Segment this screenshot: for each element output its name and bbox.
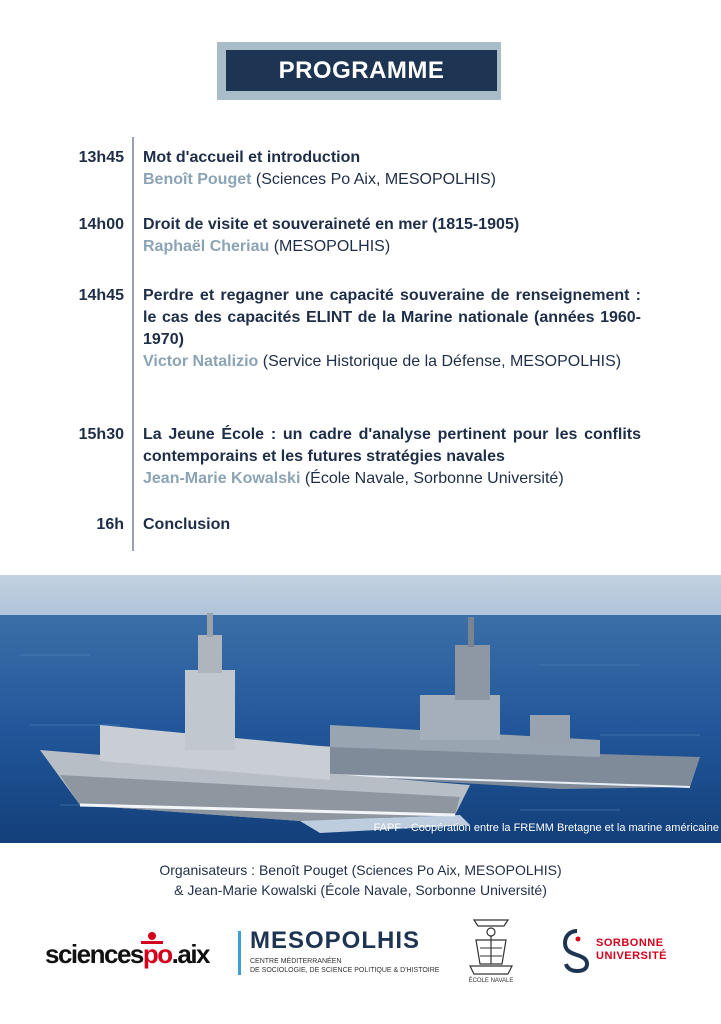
programme-title: Conclusion — [143, 516, 231, 533]
ecole-navale-logo — [462, 918, 520, 988]
mesopolhis-logo — [238, 927, 440, 979]
logo-text: po — [142, 939, 172, 969]
ships-illustration — [0, 575, 721, 843]
sciencespo-aix-logo — [45, 933, 210, 975]
ships-photo — [0, 575, 721, 843]
logo-text: SORBONNE — [596, 937, 664, 949]
speaker-affiliation: (Service Historique de la Défense, MESOPOLHIS) — [258, 353, 622, 370]
speaker-name: Benoît Pouget — [143, 171, 252, 188]
programme-content — [143, 147, 641, 191]
programme-speaker — [143, 468, 641, 490]
programme-content — [143, 514, 641, 536]
ecole-navale-crest-icon — [462, 918, 520, 976]
programme-content — [143, 285, 641, 373]
programme-title: La Jeune École : un cadre d'analyse pertinent pour les conflits contemporains et les futures stratégies navales — [143, 426, 641, 465]
photo-caption: FAPF - Coopération entre la FREMM Bretagne et la marine américaine — [373, 822, 719, 834]
sky — [0, 575, 721, 617]
programme-content — [143, 214, 641, 258]
sorbonne-universite-logo — [563, 927, 673, 977]
programme-time: 14h45 — [78, 287, 124, 304]
speaker-affiliation: (École Navale, Sorbonne Université) — [300, 470, 564, 487]
programme-speaker — [143, 169, 641, 191]
logo-text: CENTRE MÉDITERRANÉEN — [250, 958, 342, 965]
programme-title: Droit de visite et souveraineté en mer (1815-1905) — [143, 216, 520, 233]
sorbonne-emblem-icon — [563, 929, 591, 973]
programme-speaker — [143, 236, 641, 258]
speaker-affiliation: (MESOPOLHIS) — [269, 238, 391, 255]
programme-time: 14h00 — [78, 216, 124, 233]
programme-title: Perdre et regagner une capacité souveraine de renseignement : le cas des capacités ELINT de la Marine nationale (années 1960-1970) — [143, 287, 641, 348]
logo-text: sciences — [45, 939, 143, 969]
programme-time: 15h30 — [78, 426, 124, 443]
logo-text: .aix — [171, 939, 210, 969]
speaker-affiliation: (Sciences Po Aix, MESOPOLHIS) — [251, 171, 496, 188]
timeline-divider — [132, 137, 134, 551]
programme-title: Mot d'accueil et introduction — [143, 149, 361, 166]
logo-text: MESOPOLHIS — [250, 927, 421, 954]
speaker-name: Victor Natalizio — [143, 353, 259, 370]
organisers-line: & Jean-Marie Kowalski (École Navale, Sorbonne Université) — [174, 882, 547, 898]
organisers — [0, 860, 721, 900]
logo-bar — [238, 931, 241, 975]
organisers-line: Organisateurs : Benoît Pouget (Sciences Po Aix, MESOPOLHIS) — [159, 862, 562, 878]
speaker-name: Raphaël Cheriau — [143, 238, 270, 255]
page-title: PROGRAMME — [226, 50, 497, 91]
programme-time: 16h — [96, 516, 124, 533]
logo-text: ÉCOLE NAVALE — [468, 978, 514, 984]
programme-speaker — [143, 351, 641, 373]
logo-text: DE SOCIOLOGIE, DE SCIENCE POLITIQUE & D'HISTOIRE — [250, 967, 440, 974]
speaker-name: Jean-Marie Kowalski — [143, 470, 301, 487]
programme-time: 13h45 — [78, 149, 124, 166]
programme-content — [143, 424, 641, 490]
logo-text: UNIVERSITÉ — [596, 950, 668, 962]
